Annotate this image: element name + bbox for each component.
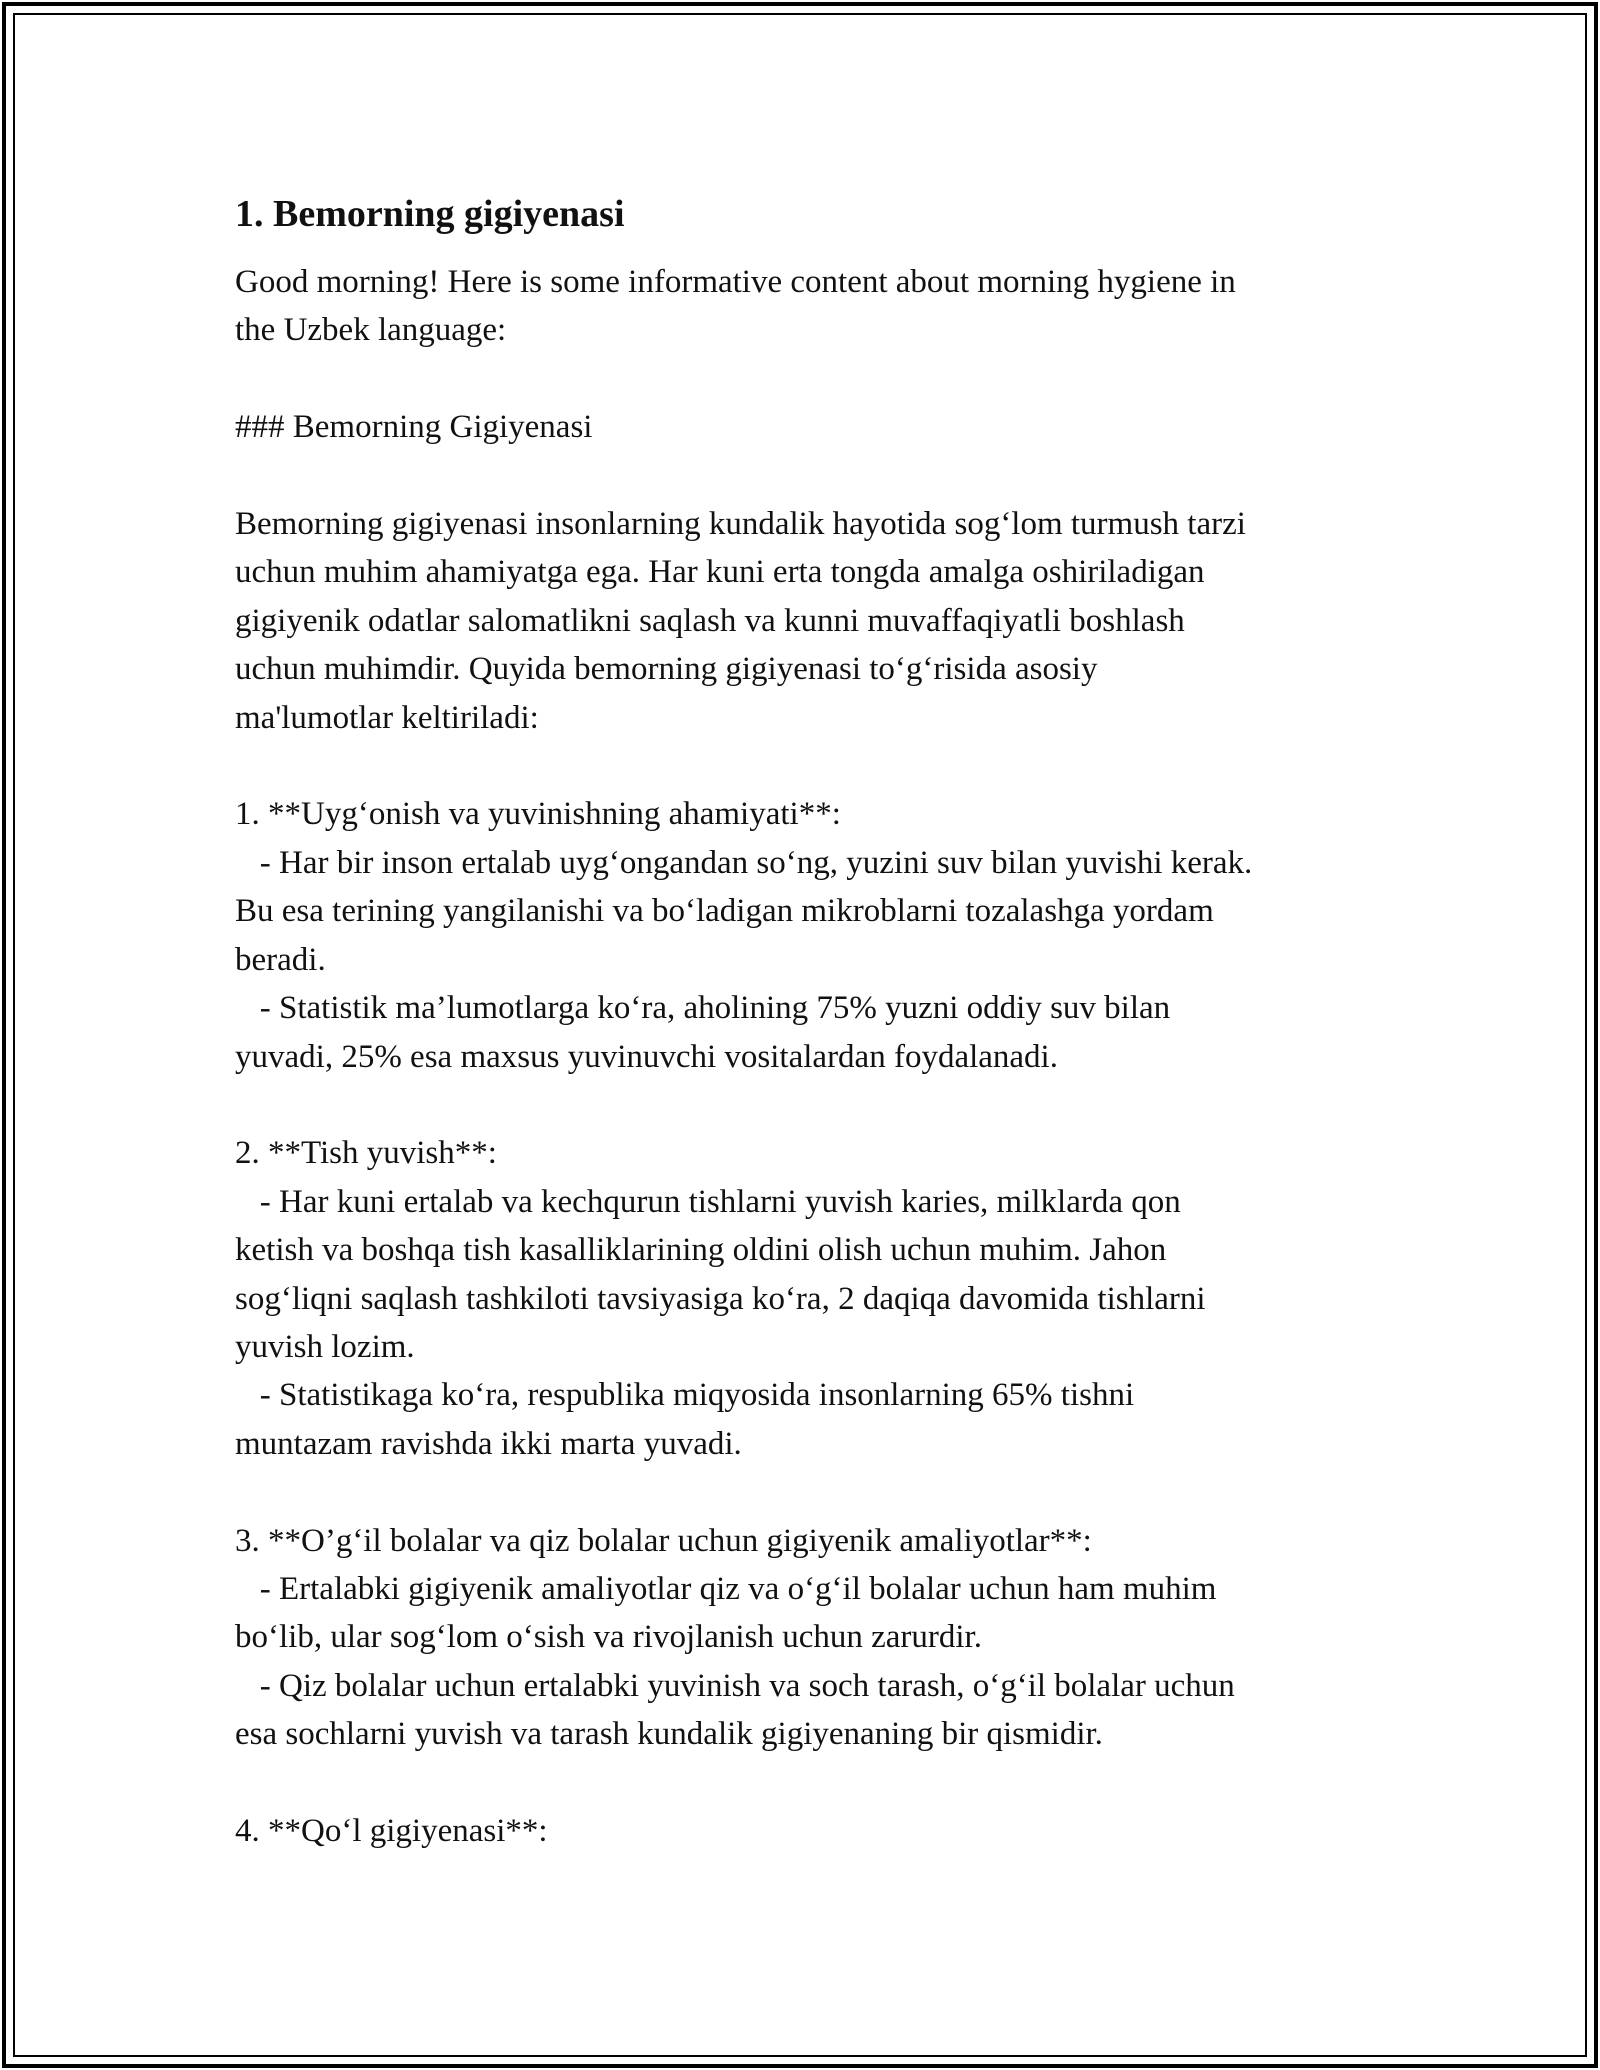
- document-heading: 1. Bemorning gigiyenasi: [235, 193, 625, 235]
- document-body-text: Good morning! Here is some informative content about morning hygiene in the Uzbek language: ### Bemorning Gigiyenasi Bemorning gigiyenasi insonlarning kundalik hayotida sog‘lom turmush tarzi uchun muhim ahamiyatga ega. Har kuni erta tongda amalga oshiriladigan gigiyenik odatlar salomatlikni saqlash va kunni muvaffaqiyatli boshlash uchun muhimdir. Quyida bemorning gigiyenasi to‘g‘risida asosiy ma'lumotlar keltiriladi: 1. **Uyg‘onish va yuvinishning ahamiyati**: - Har bir inson ertalab uyg‘ongandan so‘ng, yuzini suv bilan yuvishi kerak. Bu esa terining yangilanishi va bo‘ladigan mikroblarni tozalashga yordam beradi. - Statistik ma’lumotlarga ko‘ra, aholining 75% yuzni oddiy suv bilan yuvadi, 25% esa maxsus yuvinuvchi vositalardan foydalanadi. 2. **Tish yuvish**: - Har kuni ertalab va kechqurun tishlarni yuvish karies, milklarda qon ketish va boshqa tish kasalliklarining oldini olish uchun muhim. Jahon sog‘liqni saqlash tashkiloti tavsiyasiga ko‘ra, 2 daqiqa davomida tishlarni yuvish lozim. - Statistikaga ko‘ra, respublika miqyosida insonlarning 65% tishni muntazam ravishda ikki marta yuvadi. 3. **O’g‘il bolalar va qiz bolalar uchun gigiyenik amaliyotlar**: - Ertalabki gigiyenik amaliyotlar qiz va o‘g‘il bolalar uchun ham muhim bo‘lib, ular sog‘lom o‘sish va rivojlanish uchun zarurdir. - Qiz bolalar uchun ertalabki yuvinish va soch tarash, o‘g‘il bolalar uchun esa sochlarni yuvish va tarash kundalik gigiyenaning bir qismidir. 4. **Qo‘l gigiyenasi**:: [235, 264, 1253, 1849]
- document-content: [235, 186, 1375, 1855]
